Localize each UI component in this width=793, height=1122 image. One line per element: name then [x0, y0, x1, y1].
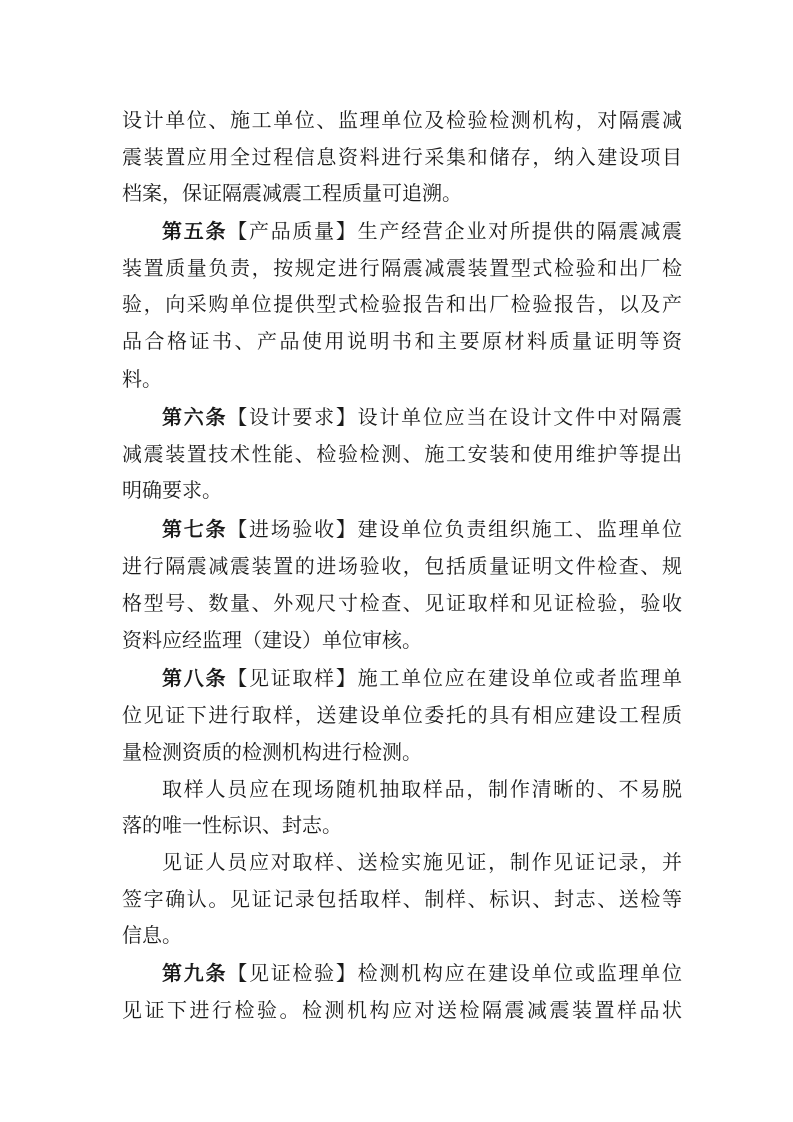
- article-8-first-line: [162, 668, 682, 688]
- article-number: 第五条: [162, 219, 228, 243]
- text-line: 震装置应用全过程信息资料进行采集和储存，纳入建设项目: [122, 145, 682, 169]
- text-line: 验，向采购单位提供型式检验报告和出厂检验报告，以及产: [122, 292, 682, 316]
- article-number: 第九条: [162, 961, 228, 985]
- text-line: 落的唯一性标识、封志。: [122, 813, 342, 837]
- text-line: 装置质量负责，按规定进行隔震减震装置型式检验和出厂检: [122, 256, 682, 280]
- text-line: 位见证下进行取样，送建设单位委托的具有相应建设工程质: [122, 703, 682, 727]
- article-number: 第八条: [162, 666, 228, 690]
- text-line: 减震装置技术性能、检验检测、施工安装和使用维护等提出: [122, 442, 682, 466]
- article-text: 【进场验收】建设单位负责组织施工、监理单位: [227, 517, 683, 541]
- article-5-first-line: [162, 221, 682, 241]
- article-number: 第六条: [162, 405, 228, 429]
- article-text: 【产品质量】生产经营企业对所提供的隔震减震: [227, 219, 683, 243]
- article-number: 第七条: [162, 517, 228, 541]
- text-line: 品合格证书、产品使用说明书和主要原材料质量证明等资: [122, 329, 682, 353]
- text-line: 取样人员应在现场随机抽取样品，制作清晰的、不易脱: [162, 777, 682, 801]
- article-text: 【见证检验】检测机构应在建设单位或监理单位: [227, 961, 683, 985]
- text-line: 量检测资质的检测机构进行检测。: [122, 740, 422, 764]
- text-line: 见证下进行检验。检测机构应对送检隔震减震装置样品状: [122, 998, 682, 1022]
- text-line: 档案，保证隔震减震工程质量可追溯。: [122, 181, 462, 205]
- text-line: 信息。: [122, 923, 182, 947]
- text-line: 签字确认。见证记录包括取样、制样、标识、封志、送检等: [122, 887, 682, 911]
- article-text: 【见证取样】施工单位应在建设单位或者监理单: [227, 666, 683, 690]
- text-line: 见证人员应对取样、送检实施见证，制作见证记录，并: [162, 850, 682, 874]
- article-6-first-line: [162, 407, 682, 427]
- text-line: 进行隔震减震装置的进场验收，包括质量证明文件检查、规: [122, 554, 682, 578]
- text-line: 明确要求。: [122, 478, 222, 502]
- article-9-first-line: [162, 963, 682, 983]
- text-line: 设计单位、施工单位、监理单位及检验检测机构，对隔震减: [122, 108, 682, 132]
- text-line: 格型号、数量、外观尺寸检查、见证取样和见证检验，验收: [122, 591, 682, 615]
- article-text: 【设计要求】设计单位应当在设计文件中对隔震: [227, 405, 683, 429]
- article-7-first-line: [162, 519, 682, 539]
- text-line: 料。: [122, 367, 162, 391]
- text-line: 资料应经监理（建设）单位审核。: [122, 628, 422, 652]
